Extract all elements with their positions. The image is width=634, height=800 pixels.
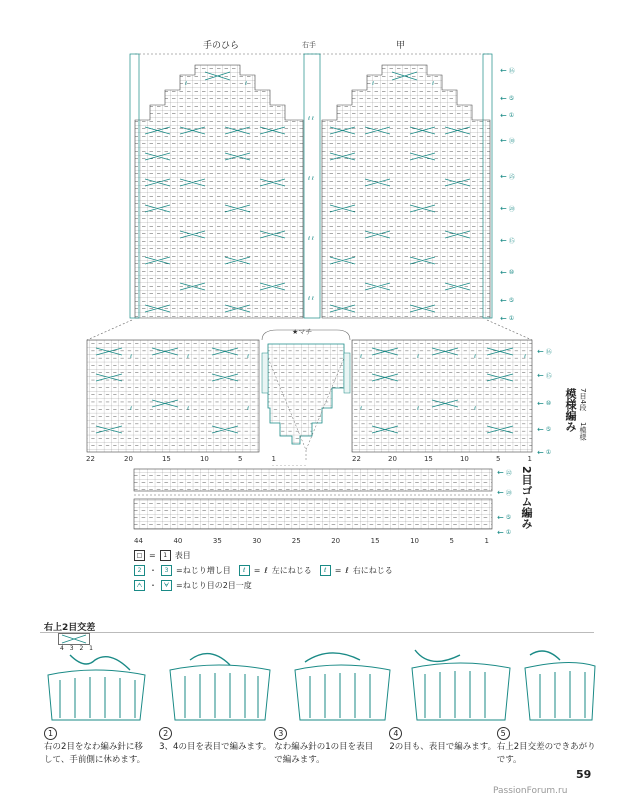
tutorial-step: 1 右の2目をなわ編み針に移 して、手前側に休めます。	[44, 729, 146, 765]
palm-title: 手のひら	[203, 41, 240, 51]
ribbing-chart	[132, 465, 497, 537]
middle-axis-right: 22 20 15 10 5 1	[352, 455, 532, 463]
legend-twist-right: ℓ = ℓ 右にねじる	[320, 565, 393, 576]
middle-row-marks	[537, 342, 552, 462]
row-mark: ← ⑯	[537, 346, 552, 356]
row-mark: ← ⑤	[537, 424, 552, 434]
svg-text:ℓ ℓ: ℓ ℓ	[308, 176, 314, 182]
row-mark: ← ①	[500, 110, 515, 120]
svg-text:ℓ: ℓ	[130, 354, 133, 360]
palm-grid	[135, 65, 303, 318]
row-mark: ← ㉕	[500, 171, 515, 181]
svg-text:ℓ: ℓ	[524, 354, 527, 360]
ribbing-grid-bottom	[134, 499, 492, 529]
section-divider	[40, 632, 594, 633]
row-mark: ← ㉒	[497, 467, 512, 477]
legend-increase: 2 ・ 3 =ねじり増し目	[134, 565, 231, 576]
svg-text:ℓ ℓ: ℓ ℓ	[308, 116, 314, 122]
row-mark: ← ⑯	[500, 65, 515, 75]
knit-symbol-icon: □	[134, 550, 145, 561]
row-mark: ← ⑮	[537, 370, 552, 380]
legend-twist-row	[134, 565, 393, 576]
upper-row-marks	[500, 54, 515, 324]
gusset-title: ★マチ	[292, 328, 313, 336]
row-mark: ← ⑳	[500, 203, 515, 213]
ribbing-grid-top	[134, 469, 492, 491]
row-mark: ← ①	[500, 313, 515, 323]
tutorial-steps	[44, 727, 604, 767]
pattern-note-b: 1模様	[579, 422, 587, 441]
svg-text:ℓ: ℓ	[432, 81, 435, 87]
svg-text:ℓ ℓ: ℓ ℓ	[308, 236, 314, 242]
svg-text:ℓ: ℓ	[417, 354, 420, 360]
gusset-outline	[262, 330, 350, 340]
increase-left-icon: 2	[134, 565, 145, 576]
middle-knitting-chart	[82, 318, 537, 470]
tutorial-step: 3 なわ編み針の1の目を表目 で編みます。	[274, 729, 374, 765]
row-mark: ← ①	[537, 447, 552, 457]
ribbing-axis: 44 40 35 30 25 20 15 10 5 1	[134, 537, 489, 545]
svg-text:ℓ ℓ: ℓ ℓ	[308, 296, 314, 302]
row-mark: ← ⑩	[500, 267, 515, 277]
svg-text:ℓ: ℓ	[185, 81, 188, 87]
tutorial-step: 2 3、4の目を表目で編みます。	[159, 729, 272, 752]
center-rib-column	[304, 54, 320, 318]
right-hand-label: 右手	[302, 41, 316, 49]
svg-text:ℓ: ℓ	[247, 406, 250, 412]
back-title: 甲	[396, 41, 406, 51]
twist-right-icon: ℓ	[320, 565, 331, 576]
tutorial-step: 5 右上2目交差のできあがり です。	[496, 729, 596, 765]
twist-left-icon: ℓ	[239, 565, 250, 576]
symbol-legend	[134, 550, 393, 591]
upper-knitting-chart	[125, 50, 500, 325]
legend-knit: □ = 1 表目	[134, 550, 393, 561]
pattern-note-a: 7目4段	[579, 388, 587, 411]
row-mark: ← ⑤	[497, 512, 512, 522]
svg-text:ℓ: ℓ	[474, 354, 477, 360]
back-grid	[322, 65, 490, 318]
middle-right-grid	[352, 340, 532, 452]
gusset-grid	[268, 344, 344, 444]
legend-decrease: ᗅ ・ ᗄ =ねじり目の2目一度	[134, 580, 393, 591]
middle-left-grid	[87, 340, 259, 452]
decrease-left-icon: ᗅ	[134, 580, 145, 591]
pattern-label: 模様編み	[564, 388, 577, 432]
watermark: PassionForum.ru	[493, 786, 568, 796]
svg-text:ℓ: ℓ	[360, 406, 363, 412]
svg-text:ℓ: ℓ	[187, 406, 190, 412]
svg-text:ℓ: ℓ	[247, 354, 250, 360]
ribbing-label: 2目ゴム編み	[520, 466, 533, 529]
cable-chart-numbers: 4 3 2 1	[60, 645, 95, 652]
legend-twist-left: ℓ = ℓ 左にねじる	[239, 565, 312, 576]
row-mark: ← ⑩	[537, 398, 552, 408]
tutorial-title: 右上2目交差	[44, 623, 96, 633]
row-mark: ← ①	[497, 527, 512, 537]
svg-text:ℓ: ℓ	[360, 354, 363, 360]
middle-axis-left: 22 20 15 10 5 1	[86, 455, 276, 463]
decrease-right-icon: ᗄ	[161, 580, 172, 591]
ribbing-row-marks	[497, 467, 512, 537]
row-mark: ← ⑤	[500, 295, 515, 305]
svg-text:ℓ: ℓ	[474, 406, 477, 412]
increase-right-icon: 3	[161, 565, 172, 576]
row-mark: ← ⑳	[497, 487, 512, 497]
tutorial-illustrations	[40, 640, 600, 725]
page-number: 59	[576, 768, 592, 781]
tutorial-step: 4 2の目も、表目で編みます。	[389, 729, 497, 752]
row-mark: ← ⑤	[500, 93, 515, 103]
svg-text:ℓ: ℓ	[187, 354, 190, 360]
row-mark: ← ㉚	[500, 135, 515, 145]
svg-text:ℓ: ℓ	[417, 406, 420, 412]
svg-text:ℓ: ℓ	[245, 81, 248, 87]
row-mark: ← ⑮	[500, 235, 515, 245]
svg-text:ℓ: ℓ	[372, 81, 375, 87]
svg-text:ℓ: ℓ	[130, 406, 133, 412]
